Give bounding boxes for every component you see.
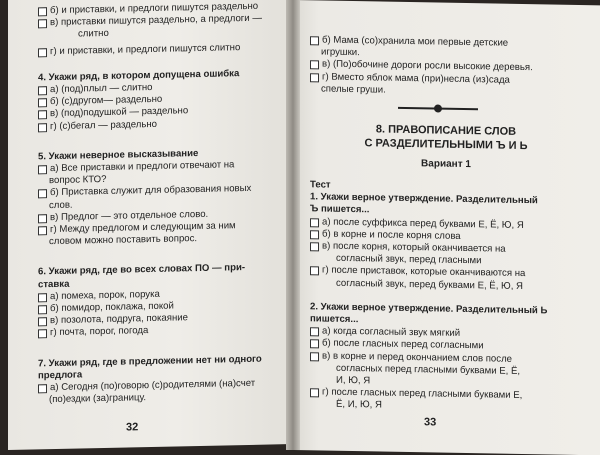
checkbox[interactable]	[38, 214, 47, 223]
checkbox[interactable]	[38, 190, 47, 199]
q5-title: 5. Укажи неверное высказывание	[38, 147, 199, 163]
q6-option[interactable]: г) почта, порог, погода	[38, 323, 288, 340]
checkbox[interactable]	[310, 340, 319, 349]
checkbox[interactable]	[310, 230, 319, 239]
checkbox[interactable]	[310, 73, 319, 82]
page-number-right: 33	[424, 416, 437, 429]
q2-title: 2. Укажи верное утверждение. Разделительный Ь	[310, 301, 548, 317]
q1-option-a[interactable]: а) после суффикса перед буквами Е, Ё, Ю, Я	[310, 216, 582, 233]
checkbox[interactable]	[38, 293, 47, 302]
variant-label: Вариант 1	[421, 158, 471, 171]
q1-title: 1. Укажи верное утверждение. Разделительный	[310, 191, 538, 207]
book-gutter	[286, 0, 300, 450]
checkbox[interactable]	[38, 111, 47, 120]
q7-title: 7. Укажи ряд, где в предложении нет ни одного	[38, 353, 262, 370]
q-prev-option-c[interactable]: в) (По)обочине дороги росли высокие деревья.	[310, 59, 582, 76]
q5-option-b-cont: слов.	[49, 199, 73, 211]
section-title: 8. ПРАВОПИСАНИЕ СЛОВ	[375, 123, 517, 138]
q1-option-c-cont: согласный звук, перед гласными	[336, 252, 482, 267]
checkbox[interactable]	[38, 123, 47, 132]
checkbox[interactable]	[38, 384, 47, 393]
q2-option-d[interactable]: г) после гласных перед гласными буквами Е,	[310, 387, 582, 404]
q5-option-d[interactable]: г) Между предлогом и следующим за ним	[38, 219, 288, 236]
q7-option-a[interactable]: а) Сегодня (по)говорю (с)родителями (на)счет	[38, 377, 288, 394]
q4-option[interactable]: а) (под)плыл — слитно	[38, 79, 288, 96]
q1-title-cont: Ъ пишется...	[310, 203, 370, 216]
q1-option-d[interactable]: г) после приставок, которые оканчиваются на	[310, 265, 582, 282]
page-number-left: 32	[126, 421, 139, 434]
checkbox[interactable]	[310, 242, 319, 251]
checkbox[interactable]	[310, 389, 319, 398]
q-prev-option-b-cont: игрушки.	[321, 46, 360, 59]
checkbox[interactable]	[310, 61, 319, 70]
checkbox[interactable]	[38, 165, 47, 174]
checkbox[interactable]	[38, 305, 47, 314]
q3-option-c-cont: слитно	[78, 28, 109, 40]
q5-option-b[interactable]: б) Приставка служит для образования новых	[38, 183, 288, 200]
q1-option-c[interactable]: в) после корня, который оканчивается на	[310, 240, 582, 257]
q2-option-b[interactable]: б) после гласных перед согласными	[310, 338, 582, 355]
q2-option-a[interactable]: а) когда согласный звук мягкий	[310, 326, 582, 343]
q3-option-d[interactable]: г) и приставки, и предлоги пишутся слитно	[38, 41, 288, 58]
q6-option[interactable]: в) позолота, подруга, покаяние	[38, 310, 288, 327]
q-prev-option-d-cont: спелые груши.	[321, 83, 386, 96]
checkbox[interactable]	[38, 317, 47, 326]
checkbox[interactable]	[38, 330, 47, 339]
q2-option-c[interactable]: в) в корне и перед окончанием слов после	[310, 350, 582, 367]
checkbox[interactable]	[38, 86, 47, 95]
q5-option-d-cont: словом можно поставить вопрос.	[49, 233, 198, 248]
q2-option-c-cont2: И, Ю, Я	[336, 374, 371, 387]
q5-option-a[interactable]: а) Все приставки и предлоги отвечают на	[38, 158, 288, 175]
q6-title-cont: ставка	[38, 278, 70, 291]
q7-title-cont: предлога	[38, 369, 83, 382]
section-divider	[310, 101, 582, 116]
q4-title: 4. Укажи ряд, в котором допущена ошибка	[38, 67, 240, 84]
checkbox[interactable]	[310, 218, 319, 227]
q4-option[interactable]: в) (под)подушкой — раздельно	[38, 104, 288, 121]
divider-dot	[434, 104, 442, 112]
q3-option-b[interactable]: б) и приставки, и предлоги пишутся раздельно	[38, 0, 288, 17]
checkbox[interactable]	[310, 267, 319, 276]
q2-title-cont: пишется...	[310, 313, 359, 326]
q6-option[interactable]: а) помеха, порок, порука	[38, 286, 288, 303]
q4-option[interactable]: г) (с)бегал — раздельно	[38, 116, 288, 133]
checkbox[interactable]	[310, 352, 319, 361]
left-page	[8, 0, 292, 450]
checkbox[interactable]	[38, 7, 47, 16]
q5-option-a-cont: вопрос КТО?	[49, 174, 107, 187]
checkbox[interactable]	[38, 48, 47, 57]
q6-title: 6. Укажи ряд, где во всех словах ПО — при-	[38, 262, 246, 278]
test-label: Тест	[310, 179, 331, 191]
q2-option-d-cont: Ё, И, Ю, Я	[336, 399, 382, 412]
q7-option-a-cont: (по)ездки (за)границу.	[49, 392, 146, 406]
q5-option-c[interactable]: в) Предлог — это отдельное слово.	[38, 207, 288, 224]
checkbox[interactable]	[38, 98, 47, 107]
checkbox[interactable]	[38, 19, 47, 28]
q1-option-d-cont: согласный звук, перед буквами Е, Ё, Ю, Я	[336, 277, 523, 292]
section-title-cont: С РАЗДЕЛИТЕЛЬНЫМИ Ъ И Ь	[364, 137, 528, 153]
checkbox[interactable]	[38, 226, 47, 235]
q6-option[interactable]: б) помидор, поклажа, покой	[38, 298, 288, 315]
q-prev-option-b[interactable]: б) Мама (со)хранила мои первые детские	[310, 34, 582, 51]
checkbox[interactable]	[310, 328, 319, 337]
q4-option[interactable]: б) (с)другом— раздельно	[38, 91, 288, 108]
right-page	[294, 0, 600, 455]
q2-option-c-cont: согласных перед гласными буквами Е, Ё,	[336, 362, 521, 377]
q1-option-b[interactable]: б) в корне и после корня слова	[310, 228, 582, 245]
q3-option-c[interactable]: в) приставки пишутся раздельно, а предлоги —	[38, 12, 288, 29]
q-prev-option-d[interactable]: г) Вместо яблок мама (при)несла (из)сада	[310, 71, 582, 88]
checkbox[interactable]	[310, 36, 319, 45]
